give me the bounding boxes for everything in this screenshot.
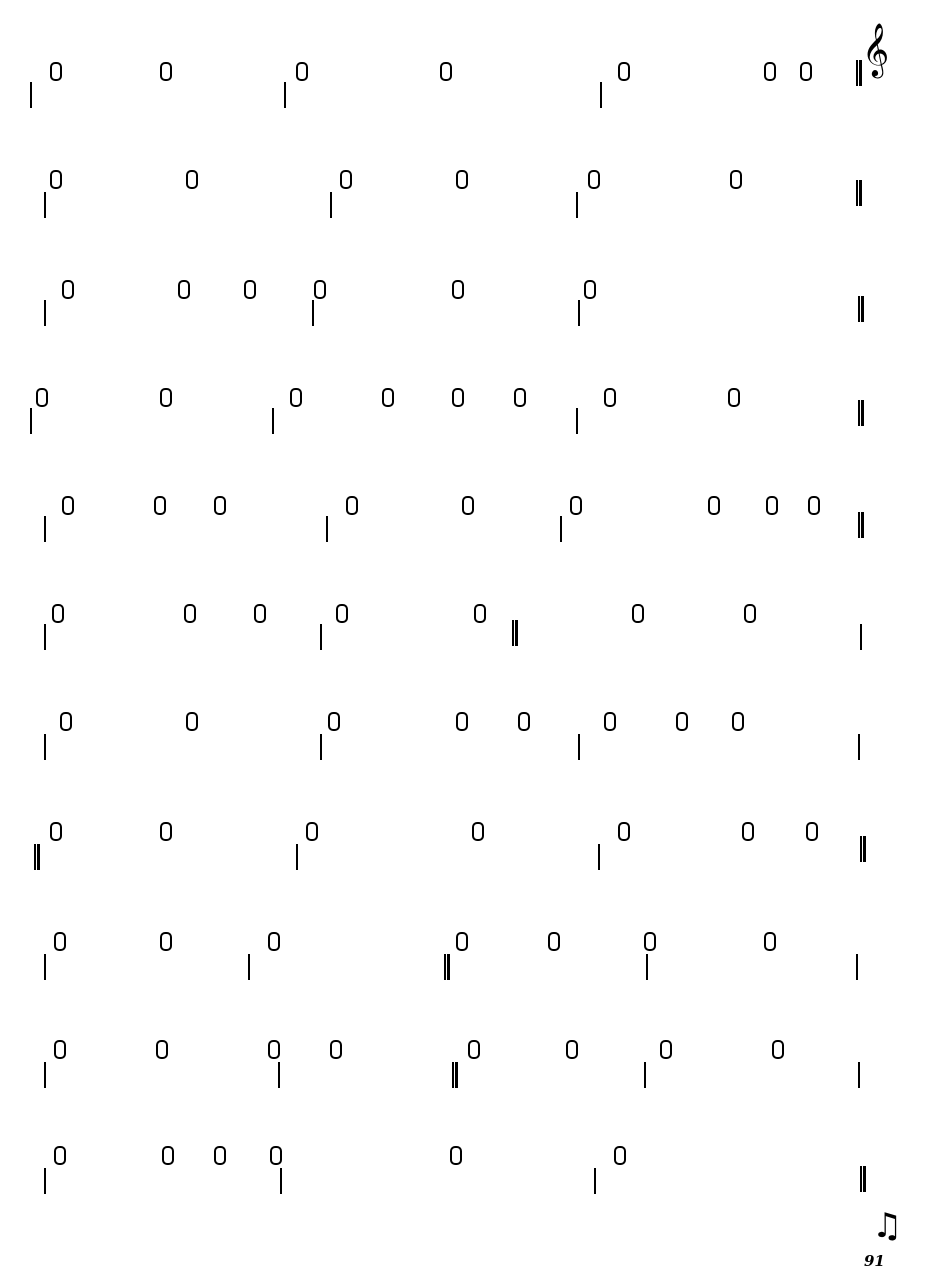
chord-symbol [268, 932, 280, 951]
chord-symbol [456, 712, 468, 731]
chord-symbol [244, 280, 256, 299]
barline [860, 624, 862, 650]
barline [296, 844, 298, 870]
chord-symbol [60, 712, 72, 731]
chord-symbol [632, 604, 644, 623]
chord-symbol [186, 170, 198, 189]
chord-symbol [270, 1146, 282, 1165]
chord-symbol [290, 388, 302, 407]
chord-symbol [514, 388, 526, 407]
barline [512, 620, 518, 646]
double-eighth-note-icon: ♫ [872, 1206, 903, 1246]
chord-symbol [184, 604, 196, 623]
chord-symbol [644, 932, 656, 951]
barline [30, 82, 32, 108]
barline [644, 1062, 646, 1088]
barline [856, 954, 858, 980]
chord-symbol [618, 62, 630, 81]
chord-symbol [584, 280, 596, 299]
chord-symbol [764, 62, 776, 81]
chord-symbol [604, 388, 616, 407]
chord-symbol [588, 170, 600, 189]
chord-symbol [314, 280, 326, 299]
barline [578, 734, 580, 760]
chord-symbol [156, 1040, 168, 1059]
barline [856, 180, 862, 206]
barline [598, 844, 600, 870]
barline [44, 516, 46, 542]
chord-symbol [186, 712, 198, 731]
barline [860, 1166, 866, 1192]
chord-symbol [214, 1146, 226, 1165]
barline [860, 836, 866, 862]
chord-symbol [766, 496, 778, 515]
barline [34, 844, 40, 870]
chord-symbol [50, 62, 62, 81]
barline [858, 296, 864, 322]
chord-symbol [772, 1040, 784, 1059]
treble-clef-icon: 𝄞 [862, 22, 890, 76]
barline [576, 192, 578, 218]
barline [320, 624, 322, 650]
barline [858, 1062, 860, 1088]
barline [330, 192, 332, 218]
chord-symbol [254, 604, 266, 623]
chord-symbol [328, 712, 340, 731]
chord-symbol [340, 170, 352, 189]
chord-symbol [306, 822, 318, 841]
barline [312, 300, 314, 326]
chord-symbol [160, 932, 172, 951]
chord-symbol [800, 62, 812, 81]
chord-symbol [296, 62, 308, 81]
chord-symbol [676, 712, 688, 731]
barline [444, 954, 450, 980]
chord-symbol [472, 822, 484, 841]
chord-symbol [160, 388, 172, 407]
barline [858, 400, 864, 426]
chord-symbol [618, 822, 630, 841]
barline [858, 734, 860, 760]
chord-symbol [604, 712, 616, 731]
barline [560, 516, 562, 542]
chord-symbol [518, 712, 530, 731]
barline [44, 734, 46, 760]
chord-symbol [160, 822, 172, 841]
chord-symbol [50, 822, 62, 841]
barline [44, 624, 46, 650]
chord-symbol [462, 496, 474, 515]
chord-symbol [346, 496, 358, 515]
chord-symbol [440, 62, 452, 81]
chord-symbol [468, 1040, 480, 1059]
barline [44, 300, 46, 326]
chord-symbol [764, 932, 776, 951]
barline [272, 408, 274, 434]
chord-symbol [62, 280, 74, 299]
chord-symbol [54, 1040, 66, 1059]
barline [248, 954, 250, 980]
barline [326, 516, 328, 542]
chord-symbol [330, 1040, 342, 1059]
chord-symbol [452, 280, 464, 299]
chord-symbol [728, 388, 740, 407]
chord-symbol [36, 388, 48, 407]
chord-symbol [50, 170, 62, 189]
chord-symbol [52, 604, 64, 623]
barline [44, 1168, 46, 1194]
chord-symbol [160, 62, 172, 81]
chord-symbol [744, 604, 756, 623]
barline [320, 734, 322, 760]
chord-symbol [456, 170, 468, 189]
chord-symbol [336, 604, 348, 623]
chord-symbol [808, 496, 820, 515]
barline [594, 1168, 596, 1194]
barline [578, 300, 580, 326]
chord-symbol [456, 932, 468, 951]
chord-symbol [214, 496, 226, 515]
chord-symbol [660, 1040, 672, 1059]
chord-symbol [708, 496, 720, 515]
barline [600, 82, 602, 108]
chord-symbol [732, 712, 744, 731]
chord-symbol [154, 496, 166, 515]
barline [278, 1062, 280, 1088]
chord-symbol [54, 1146, 66, 1165]
chord-symbol [54, 932, 66, 951]
chord-symbol [474, 604, 486, 623]
barline [858, 512, 864, 538]
chord-symbol [452, 388, 464, 407]
chord-symbol [614, 1146, 626, 1165]
barline [280, 1168, 282, 1194]
chord-symbol [268, 1040, 280, 1059]
chord-symbol [566, 1040, 578, 1059]
barline [452, 1062, 458, 1088]
chord-symbol [730, 170, 742, 189]
barline [284, 82, 286, 108]
barline [44, 192, 46, 218]
barline [646, 954, 648, 980]
chord-symbol [548, 932, 560, 951]
chord-symbol [178, 280, 190, 299]
chord-symbol [570, 496, 582, 515]
chord-symbol [806, 822, 818, 841]
chord-symbol [162, 1146, 174, 1165]
barline [30, 408, 32, 434]
chord-symbol [742, 822, 754, 841]
barline [44, 954, 46, 980]
chord-symbol [450, 1146, 462, 1165]
chord-symbol [62, 496, 74, 515]
page-number: 91 [864, 1252, 885, 1270]
barline [576, 408, 578, 434]
chord-symbol [382, 388, 394, 407]
barline [44, 1062, 46, 1088]
